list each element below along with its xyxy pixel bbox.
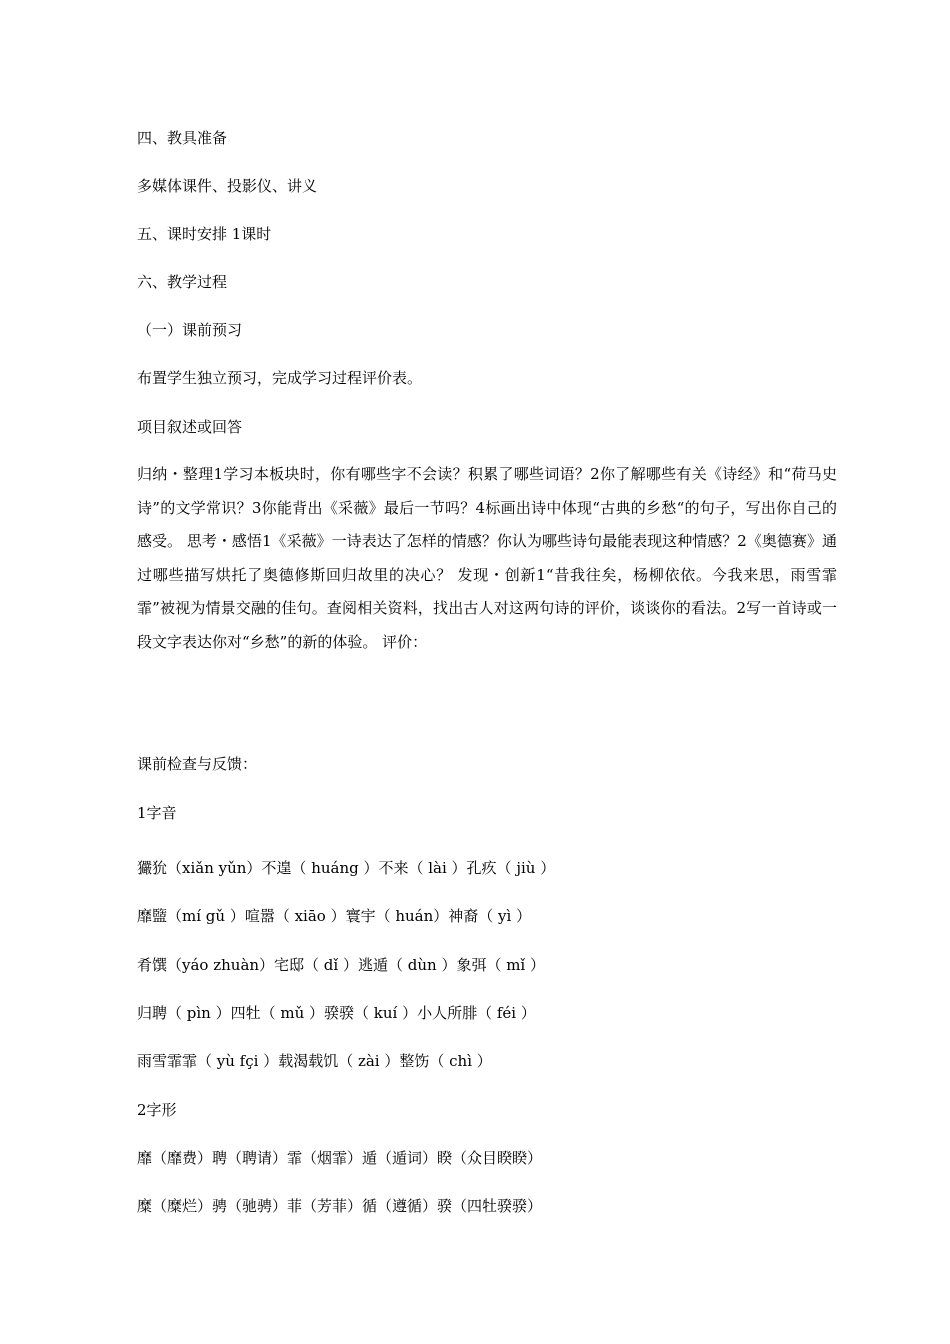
pronunciation-heading: 1字音 (137, 804, 177, 822)
feedback-heading: 课前检查与反馈： (137, 755, 258, 773)
preview-instruction: 布置学生独立预习，完成学习过程评价表。 (137, 369, 423, 387)
character-form-row: 糜（糜烂）骋（驰骋）菲（芳菲）循（遵循）骙（四牡骙骙） (137, 1197, 543, 1215)
pronunciation-row: 肴馔（yáo zhuàn）宅邸（ dǐ ）逃遁（ dùn ）象弭（ mǐ ） (137, 956, 545, 974)
heading-class-hours: 五、课时安排 1课时 (137, 225, 272, 243)
teaching-aids-list: 多媒体课件、投影仪、讲义 (137, 177, 318, 195)
pronunciation-row: 玁狁（xiǎn yǔn）不遑（ huáng ）不来（ lài ）孔疚（ jiù ） (137, 859, 556, 877)
pronunciation-row: 归聘（ pìn ）四牡（ mǔ ）骙骙（ kuí ）小人所腓（ féi ） (137, 1004, 536, 1022)
pronunciation-row: 靡盬（mí gǔ ）喧嚣（ xiāo ）寰宇（ huán）神裔（ yì ） (137, 907, 532, 925)
character-form-heading: 2字形 (137, 1101, 177, 1119)
pronunciation-row: 雨雪霏霏（ yù fçi ）载渴载饥（ zài ）整饬（ chì ） (137, 1052, 492, 1070)
character-form-row: 靡（靡费）聘（聘请）霏（烟霏）遁（遁词）睽（众目睽睽） (137, 1149, 543, 1167)
heading-teaching-process: 六、教学过程 (137, 273, 228, 291)
project-label: 项目叙述或回答 (137, 418, 243, 436)
subheading-preview: （一）课前预习 (137, 321, 243, 339)
heading-teaching-aids: 四、教具准备 (137, 129, 228, 147)
project-questions-paragraph: 归纳・整理1学习本板块时，你有哪些字不会读？积累了哪些词语？2你了解哪些有关《诗经》和“荷马史诗”的文学常识？3你能背出《采薇》最后一节吗？4标画出诗中体现“古典的乡愁“的句子，写出你自己的感受。 思考・感悟1《采薇》一诗表达了怎样的情感？你认为哪些诗句最能表现这种情感？2《奥德赛》通过哪些描写烘托了奥德修斯回归故里的决心？ 发现・创新1“昔我往矣，杨柳依依。今我来思，雨雪霏霏”被视为情景交融的佳句。查阅相关资料，找出古人对这两句诗的评价，谈谈你的看法。2写一首诗或一段文字表达你对“乡愁”的新的体验。 评价： (137, 465, 837, 651)
